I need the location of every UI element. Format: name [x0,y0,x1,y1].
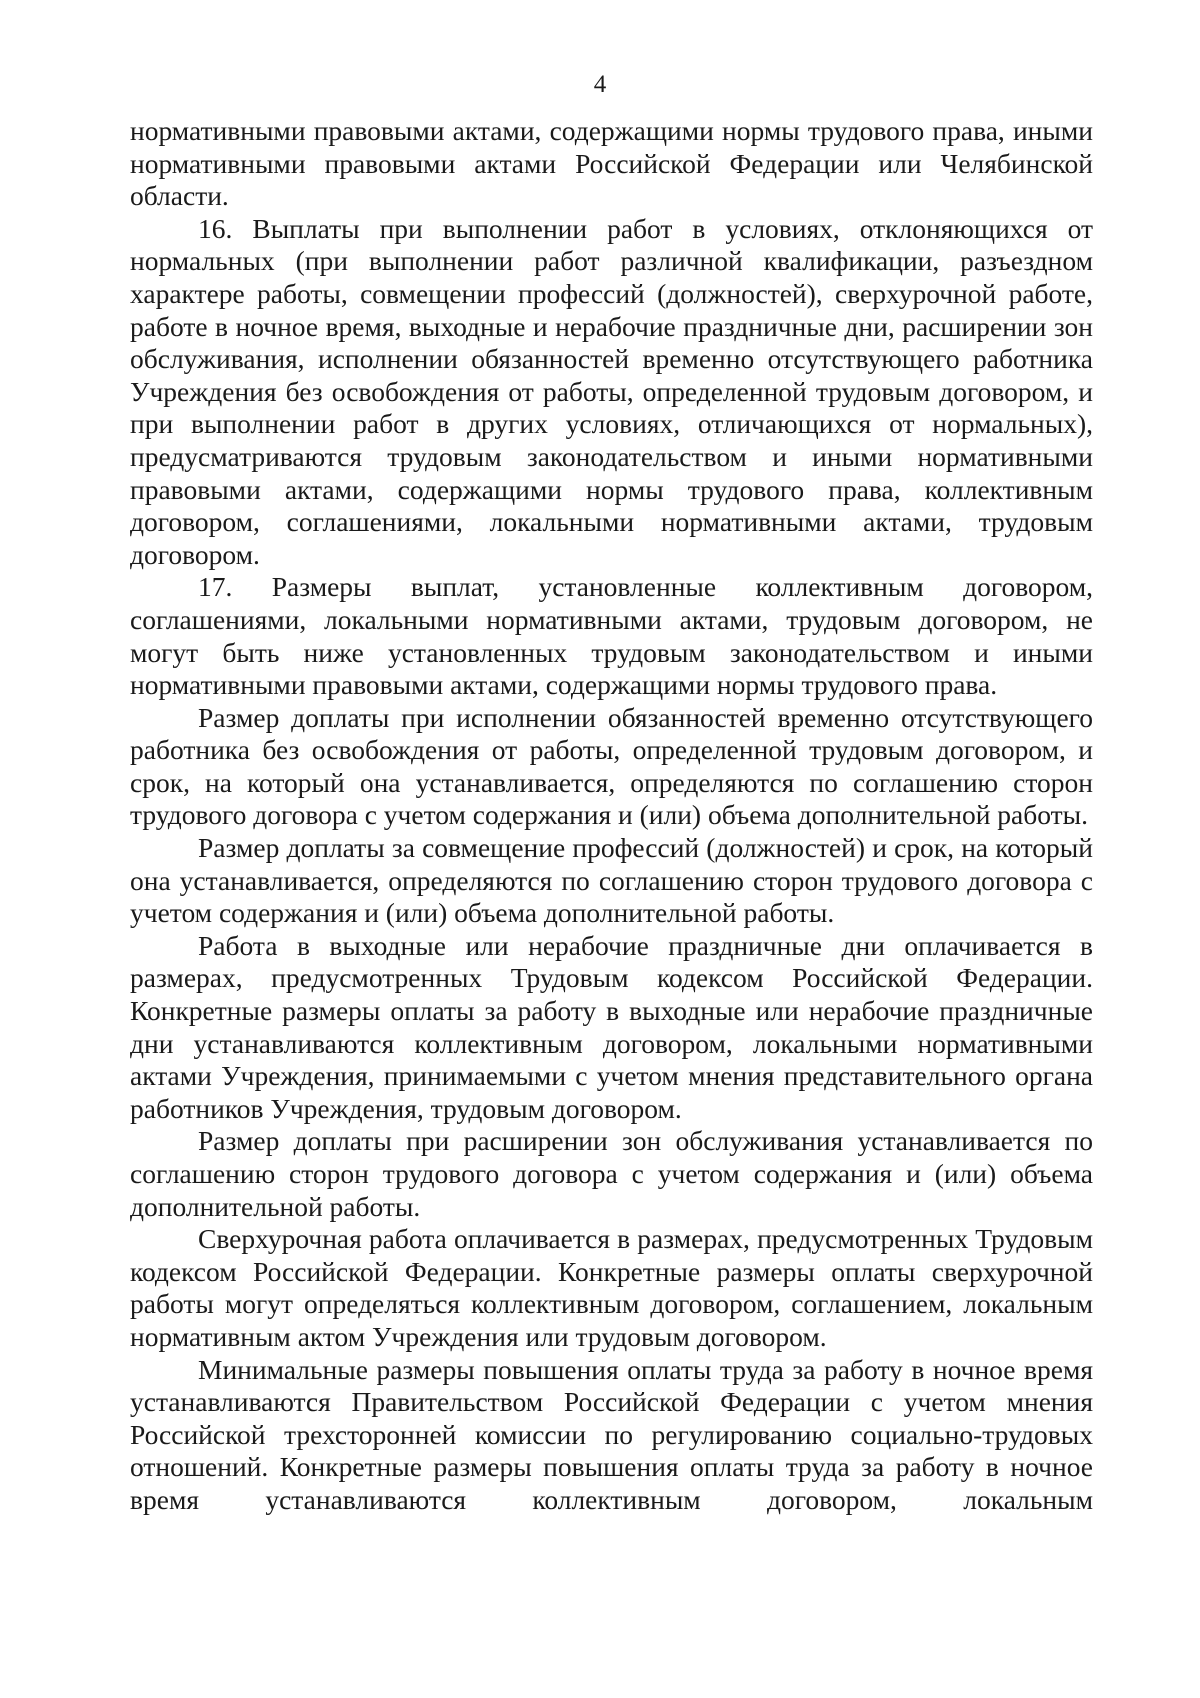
paragraph: 17. Размеры выплат, установленные коллективным договором, соглашениями, локальными нормативными актами, трудовым договором, не могут быть ниже установленных трудовым законодательством и иными нормативными правовыми актами, содержащими нормы трудового права. [130,571,1093,701]
paragraph: Работа в выходные или нерабочие праздничные дни оплачивается в размерах, предусмотренных Трудовым кодексом Российской Федерации. Конкретные размеры оплаты за работу в выходные или нерабочие праздничные дни устанавливаются коллективным договором, локальными нормативными актами Учреждения, принимаемыми с учетом мнения представительного органа работников Учреждения, трудовым договором. [130,929,1093,1124]
page-number: 4 [593,71,607,98]
paragraph: Размер доплаты при исполнении обязанностей временно отсутствующего работника без освобождения от работы, определенной трудовым договором, и срок, на который она устанавливается, определяются по соглашению сторон трудового договора с учетом содержания и (или) объема дополнительной работы. [130,701,1093,831]
document-body [130,115,1093,1517]
paragraph: Размер доплаты при расширении зон обслуживания устанавливается по соглашению сторон трудового договора с учетом содержания и (или) объема дополнительной работы. [130,1125,1093,1222]
paragraph: Минимальные размеры повышения оплаты труда за работу в ночное время устанавливаются Правительством Российской Федерации с учетом мнения Российской трехсторонней комиссии по регулированию социально-трудовых отношений. Конкретные размеры повышения оплаты труда за работу в ночное время устанавливаются коллективным договором, локальным [130,1353,1093,1515]
paragraph: Сверхурочная работа оплачивается в размерах, предусмотренных Трудовым кодексом Российской Федерации. Конкретные размеры оплаты сверхурочной работы могут определяться коллективным договором, соглашением, локальным нормативным актом Учреждения или трудовым договором. [130,1223,1093,1352]
paragraph: нормативными правовыми актами, содержащими нормы трудового права, иными нормативными правовыми актами Российской Федерации или Челябинской области. [130,115,1093,212]
paragraph: Размер доплаты за совмещение профессий (должностей) и срок, на который она устанавливается, определяются по соглашению сторон трудового договора с учетом содержания и (или) объема дополнительной работы. [130,832,1093,929]
paragraph: 16. Выплаты при выполнении работ в условиях, отклоняющихся от нормальных (при выполнении работ различной квалификации, разъездном характере работы, совмещении профессий (должностей), сверхурочной работе, работе в ночное время, выходные и нерабочие праздничные дни, расширении зон обслуживания, исполнении обязанностей временно отсутствующего работника Учреждения без освобождения от работы, определенной трудовым договором, и при выполнении работ в других условиях, отличающихся от нормальных), предусматриваются трудовым законодательством и иными нормативными правовыми актами, содержащими нормы трудового права, коллективным договором, соглашениями, локальными нормативными актами, трудовым договором. [130,212,1093,570]
